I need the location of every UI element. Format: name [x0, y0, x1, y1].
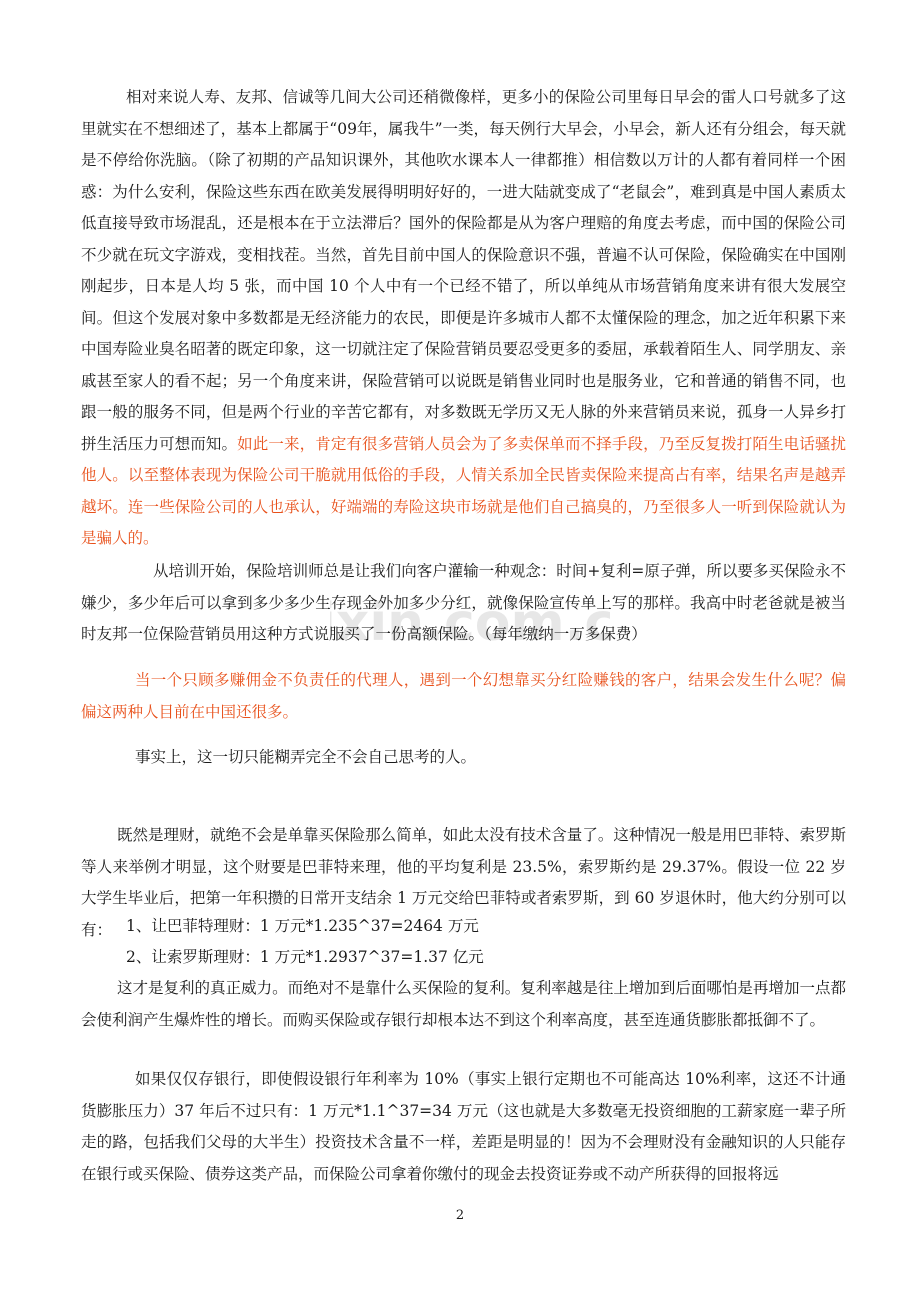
list-item-soros: 2、让索罗斯理财：1 万元*1.2937^37=1.37 亿元	[126, 948, 484, 966]
paragraph-bank-deposit: 如果仅仅存银行，即使假设银行年利率为 10%（事实上银行定期也不可能高达 10%利率，这还不计通货膨胀压力）37 年后不过只有：1 万元*1.1^37=34 万元（这也就是大多数毫无投资细胞的工薪家庭一辈子所走的路，包括我们父母的大半生）投资技术含量不一样，差距是明显的！因为不会理财没有金融知识的人只能存在银行或买保险、债券这类产品，而保险公司拿着你缴付的现金去投资证券或不动产所获得的回报将远	[81, 1070, 846, 1183]
paragraph-insurance-companies	[81, 82, 846, 555]
page-number: 2	[455, 1208, 465, 1223]
paragraph-training: 从培训开始，保险培训师总是让我们向客户灌输一种观念：时间+复利=原子弹，所以要多买保险永不嫌少，多少年后可以拿到多少多少生存现金外加多少分红，就像保险宣传单上写的那样。我高中时老爸就是被当时友邦一位保险营销员用这种方式说服买了一份高额保险。（每年缴纳一万多保费）	[81, 562, 846, 643]
list-item-buffett: 1、让巴菲特理财：1 万元*1.235^37=2464 万元	[126, 917, 479, 935]
paragraph-highlight-question: 当一个只顾多赚佣金不负责任的代理人，遇到一个幻想靠买分红险赚钱的客户，结果会发生什么呢？偏偏这两种人目前在中国还很多。	[81, 671, 846, 721]
highlighted-text: 如此一来，肯定有很多营销人员会为了多卖保单而不择手段，乃至反复拨打陌生电话骚扰他人。以至整体表现为保险公司干脆就用低俗的手段，人情关系加全民皆卖保险来提高占有率，结果名声是越弄越坏。连一些保险公司的人也承认，好端端的寿险这块市场就是他们自己搞臭的，乃至很多人一听到保险就认为是骗人的。	[81, 434, 846, 547]
paragraph-wealth-management: 既然是理财，就绝不会是单靠买保险那么简单，如此太没有技术含量了。这种情况一般是用巴菲特、索罗斯等人来举例才明显，这个财要是巴菲特来理，他的平均复利是 23.5%，索罗斯约是 29.37%。假设一位 22 岁大学生毕业后，把第一年积攒的日常开支结余 1 万元交给巴菲特或者索罗斯，到 60 岁退休时，他大约分别可以有：	[81, 826, 846, 939]
paragraph-compound-interest: 这才是复利的真正威力。而绝对不是靠什么买保险的复利。复利率越是往上增加到后面哪怕是再增加一点都会使利润产生爆炸性的增长。而购买保险或存银行却根本达不到这个利率高度，甚至连通货膨胀都抵御不了。	[81, 979, 846, 1029]
paragraph-fact: 事实上，这一切只能糊弄完全不会自己思考的人。	[135, 748, 477, 766]
paragraph-text: 相对来说人寿、友邦、信诚等几间大公司还稍微像样，更多小的保险公司里每日早会的雷人口号就多了这里就实在不想细述了，基本上都属于“09年，属我牛”一类，每天例行大早会，小早会，新人还有分组会，每天就是不停给你洗脑。（除了初期的产品知识课外，其他吹水课本人一律都推）相信数以万计的人都有着同样一个困惑：为什么安利，保险这些东西在欧美发展得明明好好的，一进大陆就变成了“老鼠会”，难到真是中国人素质太低直接导致市场混乱，还是根本在于立法滞后？国外的保险都是从为客户理赔的角度去考虑，而中国的保险公司不少就在玩文字游戏，变相找茬。当然，首先目前中国人的保险意识不强，普遍不认可保险，保险确实在中国刚刚起步，日本是人均 5 张，而中国 10 个人中有一个已经不错了，所以单纯从市场营销角度来讲有很大发展空间。但这个发展对象中多数都是无经济能力的农民，即便是许多城市人都不太懂保险的理念，加之近年积累下来中国寿险业臭名昭著的既定印象，这一切就注定了保险营销员要忍受更多的委屈，承载着陌生人、同学朋友、亲戚甚至家人的看不起；另一个角度来讲，保险营销可以说既是销售业同时也是服务业，它和普通的销售不同，也跟一般的服务不同，但是两个行业的辛苦它都有，对多数既无学历又无人脉的外来营销员来说，孤身一人异乡打拼生活压力可想而知。	[81, 88, 846, 453]
watermark-text: xin.com.c	[335, 593, 610, 653]
